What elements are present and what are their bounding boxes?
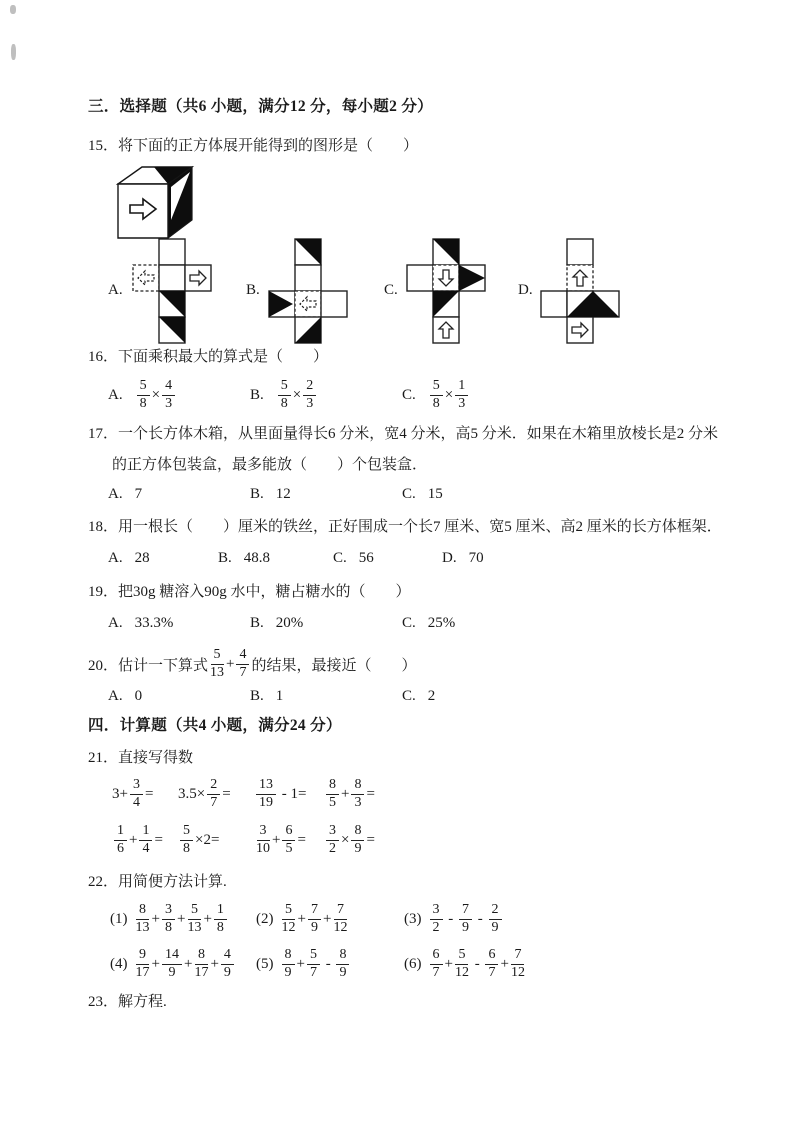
q17-text-line1: 17．一个长方体木箱，从里面量得长6 分米，宽4 分米，高5 分米．如果在木箱里放棱长是2 分米 <box>88 426 719 442</box>
item-label: (6) <box>404 955 422 972</box>
item-math: $\frac{3}{2}$ - $\frac{7}{9}$ - $\frac{2}{9}$ <box>428 903 504 935</box>
q15-option-c-figure <box>406 238 486 344</box>
q18-option-d <box>442 550 484 567</box>
q22-row-2 <box>0 941 793 989</box>
option-label: A. <box>108 386 123 403</box>
q17-options-row <box>0 486 793 520</box>
q17-option-a <box>108 486 142 503</box>
q18-option-c <box>333 550 374 567</box>
option-math: $\frac{5}{8}$ × $\frac{1}{3}$ <box>428 379 470 411</box>
section-4-title: 四．计算题（共4 小题，满分24 分） <box>88 717 342 734</box>
option-label: B. <box>250 688 264 704</box>
net-b-svg <box>268 238 348 344</box>
item-label: (4) <box>110 955 128 972</box>
item-label: (5) <box>256 955 274 972</box>
q15-option-b-figure <box>268 238 348 344</box>
q15-option-d-figure <box>540 238 620 344</box>
option-label: A. <box>108 615 123 631</box>
option-value: 15 <box>427 486 443 502</box>
q15-option-c-label: C. <box>384 282 398 298</box>
q21-expr-4: $\frac{8}{5}$ + $\frac{8}{3}$ = <box>324 771 375 817</box>
q15-text: 15．将下面的正方体展开能得到的图形是（ ） <box>88 138 419 154</box>
q21-row-1 <box>0 771 793 819</box>
option-value: 56 <box>358 550 374 566</box>
option-value: 0 <box>134 688 143 704</box>
q15-option-d-label: D. <box>518 282 533 298</box>
q20-option-b <box>250 688 283 705</box>
q17-option-c <box>402 486 443 503</box>
q21-text: 21．直接写得数 <box>88 750 194 766</box>
q22-row-1 <box>0 896 793 944</box>
q19-option-a <box>108 615 173 632</box>
option-label: A. <box>108 550 123 566</box>
option-label: B. <box>218 550 232 566</box>
section-3-title: 三．选择题（共6 小题，满分12 分，每小题2 分） <box>88 98 433 115</box>
item-math: $\frac{8}{9}$ + $\frac{5}{7}$ - $\frac{8}{9}$ <box>280 948 352 980</box>
q22-item-3 <box>404 896 504 942</box>
q21-expr-5: $\frac{1}{6}$ + $\frac{1}{4}$ = <box>112 817 163 863</box>
q15-options-row <box>0 236 793 348</box>
q16-options-row <box>0 372 793 420</box>
net-d-svg <box>540 238 620 344</box>
q20-option-a <box>108 688 142 705</box>
q18-text: 18．用一根长（ ）厘米的铁丝，正好围成一个长7 厘米、宽5 厘米、高2 厘米的长方体框架． <box>88 519 722 535</box>
option-value: 48.8 <box>243 550 271 566</box>
q21-expr-2: 3.5× $\frac{2}{7}$ = <box>178 776 231 810</box>
option-value: 1 <box>275 688 284 704</box>
q15-option-a-figure <box>132 238 212 344</box>
q22-item-1 <box>110 896 229 942</box>
q21-expr-8: $\frac{3}{2}$ × $\frac{8}{9}$ = <box>324 817 375 863</box>
option-label: C. <box>402 688 416 704</box>
option-label: C. <box>333 550 347 566</box>
option-label: B. <box>250 386 264 403</box>
option-value: 33.3% <box>134 615 174 631</box>
q15-option-b-label: B. <box>246 282 260 298</box>
q17-option-b <box>250 486 291 503</box>
option-value: 28 <box>134 550 150 566</box>
q18-option-a <box>108 550 150 567</box>
item-label: (3) <box>404 910 422 927</box>
q16-option-c <box>402 372 470 418</box>
q17-text-line2: 的正方体包装盒，最多能放（ ）个包装盒． <box>112 457 428 473</box>
item-math: $\frac{8}{13}$ + $\frac{3}{8}$ + $\frac{5}{13}$ + $\frac{1}{8}$ <box>134 903 229 935</box>
q15-option-a-label: A. <box>108 282 123 298</box>
option-label: C. <box>402 615 416 631</box>
q18-options-row <box>0 550 793 584</box>
item-label: (1) <box>110 910 128 927</box>
q18-option-b <box>218 550 270 567</box>
scan-speckle <box>11 44 16 60</box>
cube-figure-svg <box>106 160 206 242</box>
q22-item-2 <box>256 896 349 942</box>
scan-speckle <box>10 5 16 14</box>
option-value: 2 <box>427 688 436 704</box>
option-label: A. <box>108 486 123 502</box>
option-value: 70 <box>468 550 484 566</box>
q19-text: 19．把30g 糖溶入90g 水中，糖占糖水的（ ） <box>88 584 411 600</box>
option-label: D. <box>442 550 457 566</box>
q21-expr-7: $\frac{3}{10}$ + $\frac{6}{5}$ = <box>256 822 306 856</box>
option-value: 7 <box>134 486 143 502</box>
q16-text: 16．下面乘积最大的算式是（ ） <box>88 349 329 365</box>
q16-option-a <box>108 372 177 418</box>
net-a-svg <box>132 238 212 344</box>
option-label: A. <box>108 688 123 704</box>
q22-item-5 <box>256 941 351 987</box>
q21-row-2 <box>0 817 793 865</box>
option-label: B. <box>250 486 264 502</box>
option-math: $\frac{5}{8}$ × $\frac{2}{3}$ <box>276 379 318 411</box>
q21-expr-6: $\frac{5}{8}$ ×2= <box>178 817 219 863</box>
q23-text: 23．解方程. <box>88 994 167 1010</box>
q20-text: 20．估计一下算式 $\frac{5}{13}$ + $\frac{4}{7}$ 的结果，最接近（ ） <box>88 646 417 680</box>
option-label: C. <box>402 386 416 403</box>
option-value: 20% <box>275 615 304 631</box>
net-c-svg <box>406 238 486 344</box>
item-math: $\frac{5}{12}$ + $\frac{7}{9}$ + $\frac{7}{12}$ <box>281 901 348 935</box>
item-label: (2) <box>256 910 274 927</box>
q19-option-b <box>250 615 303 632</box>
q21-expr-3: $\frac{13}{19}$ - 1= <box>254 771 306 817</box>
q19-option-c <box>402 615 455 632</box>
q22-item-6 <box>404 941 527 987</box>
option-math: $\frac{5}{8}$ × $\frac{4}{3}$ <box>135 379 177 411</box>
q16-option-b <box>250 372 318 418</box>
q21-expr-1: 3+ $\frac{3}{4}$ = <box>112 776 154 810</box>
option-label: B. <box>250 615 264 631</box>
option-value: 12 <box>275 486 291 502</box>
item-math: $\frac{6}{7}$ + $\frac{5}{12}$ - $\frac{6}{7}$ + $\frac{7}{12}$ <box>428 948 527 980</box>
q22-text: 22．用简便方法计算. <box>88 874 227 890</box>
item-math: $\frac{9}{17}$ + $\frac{14}{9}$ + $\frac{8}{17}$ + $\frac{4}{9}$ <box>134 948 236 980</box>
q22-item-4 <box>110 941 236 987</box>
q15-cube-figure <box>106 160 206 242</box>
option-label: C. <box>402 486 416 502</box>
q20-option-c <box>402 688 435 705</box>
option-value: 25% <box>427 615 456 631</box>
